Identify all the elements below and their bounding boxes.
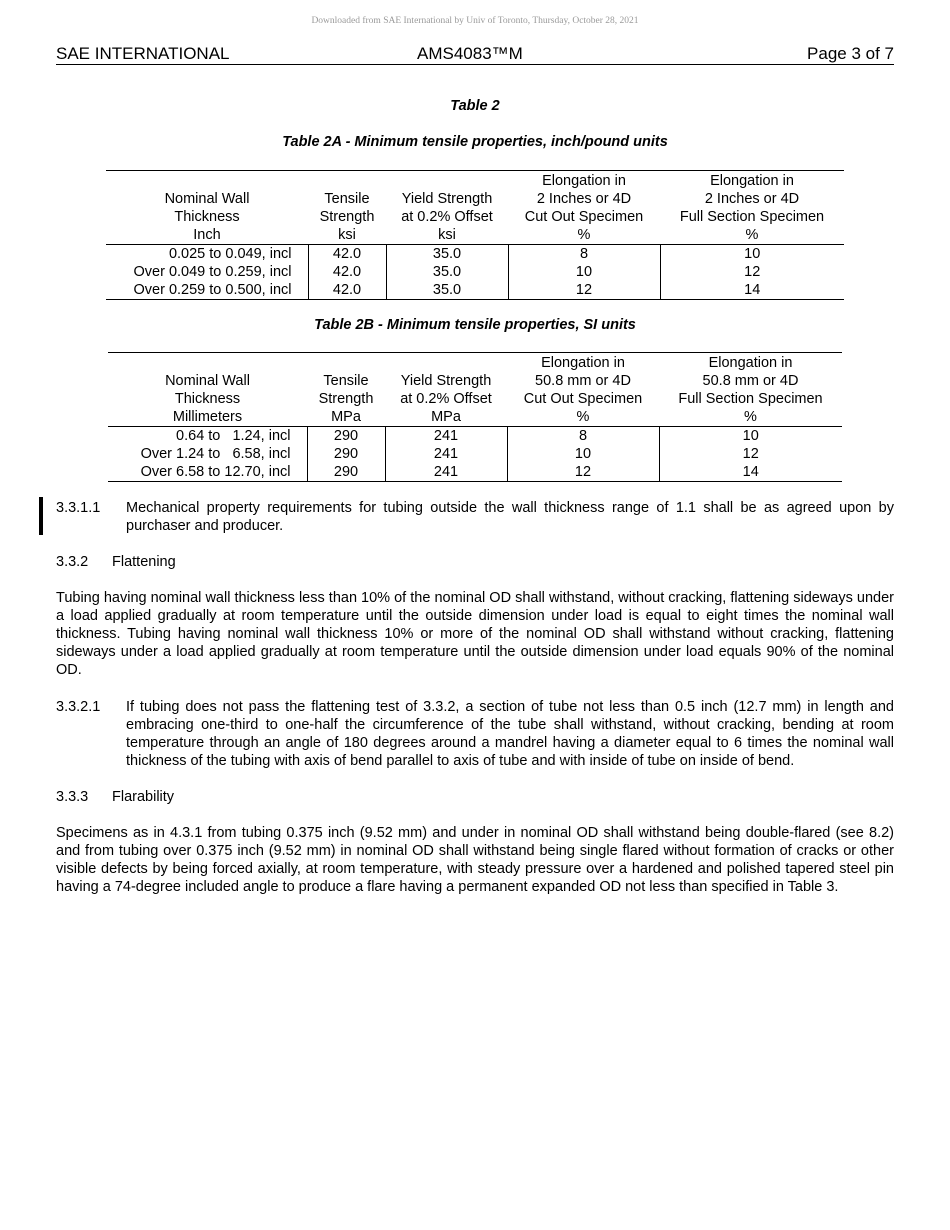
table-cell: 8 bbox=[508, 245, 660, 264]
header-cell: 2 Inches or 4D bbox=[704, 191, 800, 207]
section-3-3-2-1 bbox=[56, 698, 894, 770]
table-cell: Over 1.24 to 6.58, incl bbox=[108, 445, 307, 463]
table-header-row bbox=[108, 372, 842, 390]
header-cell: Tensile bbox=[323, 373, 369, 389]
table-cell: 12 bbox=[744, 264, 761, 280]
table-cell: 42.0 bbox=[308, 281, 386, 300]
section-number: 3.3.1.1 bbox=[56, 500, 101, 516]
table-header-row bbox=[108, 408, 842, 427]
page-header bbox=[56, 44, 894, 65]
table-cell: 35.0 bbox=[386, 263, 508, 281]
header-cell: Elongation in bbox=[508, 171, 660, 191]
table-cell: 241 bbox=[385, 427, 507, 446]
header-cell: Yield Strength bbox=[401, 191, 493, 207]
header-cell: % bbox=[507, 408, 659, 427]
table-cell: 8 bbox=[507, 427, 659, 446]
table-cell: 10 bbox=[507, 445, 659, 463]
header-cell: Nominal Wall bbox=[165, 373, 250, 389]
section-3-3-1-1 bbox=[56, 499, 894, 535]
header-cell: ksi bbox=[308, 226, 386, 245]
table-cell: 10 bbox=[744, 246, 761, 262]
table-2a-title: Table 2A - Minimum tensile properties, inch/pound units bbox=[282, 134, 668, 150]
table-cell: Over 0.259 to 0.500, incl bbox=[106, 281, 308, 300]
table-header-row bbox=[108, 353, 842, 373]
section-3-3-2-heading bbox=[56, 553, 176, 571]
header-cell bbox=[307, 353, 385, 373]
table-header-row bbox=[106, 226, 844, 245]
table-cell: 0.025 to 0.049, incl bbox=[106, 245, 308, 264]
header-cell: 50.8 mm or 4D bbox=[535, 373, 631, 389]
table-cell: 42.0 bbox=[308, 245, 386, 264]
table-cell: 10 bbox=[508, 263, 660, 281]
table-cell: 12 bbox=[742, 446, 759, 462]
table-header-row bbox=[106, 190, 844, 208]
header-cell: Elongation in bbox=[659, 353, 842, 373]
table-cell: 12 bbox=[508, 281, 660, 300]
header-cell bbox=[308, 171, 386, 191]
table-header-row bbox=[108, 390, 842, 408]
table-cell: 35.0 bbox=[386, 245, 508, 264]
header-cell: Yield Strength bbox=[400, 373, 492, 389]
header-cell: Tensile bbox=[324, 191, 370, 207]
table-cell: 290 bbox=[307, 427, 385, 446]
table-cell: 14 bbox=[659, 463, 842, 482]
table-header-row bbox=[106, 208, 844, 226]
header-cell: Elongation in bbox=[507, 353, 659, 373]
section-number: 3.3.2 bbox=[56, 554, 89, 570]
table-cell: 290 bbox=[307, 445, 385, 463]
header-org: SAE INTERNATIONAL bbox=[56, 44, 230, 63]
section-number: 3.3.3 bbox=[56, 789, 89, 805]
header-cell: % bbox=[660, 226, 844, 245]
section-text: Mechanical property requirements for tubing outside the wall thickness range of 1.1 shall be as agreed upon by purchaser and producer. bbox=[126, 500, 894, 534]
header-cell: % bbox=[508, 226, 660, 245]
download-watermark: Downloaded from SAE International by Univ of Toronto, Thursday, October 28, 2021 bbox=[311, 16, 639, 26]
table-2a bbox=[106, 170, 844, 300]
header-cell: MPa bbox=[307, 408, 385, 427]
flattening-paragraph: Tubing having nominal wall thickness less than 10% of the nominal OD shall withstand, without cracking, flattening sideways under a load applied gradually at room temperature until the outside dimension under load is equal to eight times the nominal wall thickness. Tubing having nominal wall thickness 10% or more of the nominal OD shall withstand without cracking, flattening sideways under a load applied gradually at room temperature until the outside dimension under load equals 90% of the nominal OD. bbox=[56, 590, 894, 678]
section-3-3-3-heading bbox=[56, 788, 174, 806]
table-cell: Over 0.049 to 0.259, incl bbox=[106, 263, 308, 281]
table-2b bbox=[108, 352, 842, 482]
section-text: If tubing does not pass the flattening test of 3.3.2, a section of tube not less than 0.5 inch (12.7 mm) in length and embracing one-third to one-half the circumference of the tube shall withstand, without cracking, bending at room temperature through an angle of 180 degrees around a mandrel having a diameter equal to 6 times the nominal wall thickness of the tubing with axis of bend parallel to axis of tube and with inside of tube on inside of bend. bbox=[126, 699, 894, 769]
header-cell: Full Section Specimen bbox=[679, 209, 825, 225]
header-cell: Inch bbox=[106, 226, 308, 245]
table-row bbox=[106, 263, 844, 281]
header-cell: % bbox=[659, 408, 842, 427]
header-cell: at 0.2% Offset bbox=[400, 391, 492, 407]
header-cell: Millimeters bbox=[108, 408, 307, 427]
revision-change-bar bbox=[39, 497, 43, 535]
header-cell bbox=[108, 353, 307, 373]
header-doc-number: AMS4083™M bbox=[417, 44, 523, 63]
header-cell bbox=[106, 171, 308, 191]
table-cell: 14 bbox=[660, 281, 844, 300]
table-cell: 241 bbox=[385, 463, 507, 482]
table-2b-title: Table 2B - Minimum tensile properties, SI units bbox=[314, 317, 636, 333]
header-cell: Full Section Specimen bbox=[678, 391, 823, 407]
table-row bbox=[108, 427, 842, 446]
table-main-title: Table 2 bbox=[450, 98, 500, 114]
header-page-number: Page 3 of 7 bbox=[807, 44, 894, 63]
header-cell: Strength bbox=[319, 209, 375, 225]
table-cell: 35.0 bbox=[386, 281, 508, 300]
flarability-paragraph: Specimens as in 4.3.1 from tubing 0.375 inch (9.52 mm) and under in nominal OD shall withstand being double-flared (see 8.2) and from tubing over 0.375 inch (9.52 mm) in nominal OD shall withstand being single flared without formation of cracks or other visible defects by being forced axially, at room temperature, with steady pressure over a hardened and polished tapered steel pin having a 74-degree included angle to produce a flare having a permanent expanded OD not less than specified in Table 3. bbox=[56, 825, 894, 895]
header-cell: ksi bbox=[386, 226, 508, 245]
header-cell: Thickness bbox=[174, 391, 241, 407]
table-cell: 10 bbox=[742, 428, 759, 444]
table-row bbox=[108, 463, 842, 482]
table-cell: 42.0 bbox=[308, 263, 386, 281]
table-row bbox=[106, 281, 844, 300]
header-cell: Thickness bbox=[174, 209, 240, 225]
header-cell bbox=[385, 353, 507, 373]
section-number: 3.3.2.1 bbox=[56, 699, 101, 715]
header-cell: at 0.2% Offset bbox=[401, 209, 493, 225]
section-title: Flattening bbox=[112, 554, 176, 570]
table-cell: 290 bbox=[307, 463, 385, 482]
header-cell: 50.8 mm or 4D bbox=[702, 373, 799, 389]
table-cell: Over 6.58 to 12.70, incl bbox=[108, 463, 307, 482]
header-cell: Cut Out Specimen bbox=[524, 209, 644, 225]
section-title: Flarability bbox=[112, 789, 175, 805]
table-row bbox=[106, 245, 844, 264]
header-cell: MPa bbox=[385, 408, 507, 427]
header-cell: Elongation in bbox=[660, 171, 844, 191]
table-cell: 241 bbox=[385, 445, 507, 463]
table-row bbox=[108, 445, 842, 463]
header-cell: 2 Inches or 4D bbox=[536, 191, 632, 207]
header-cell: Strength bbox=[318, 391, 374, 407]
table-cell: 12 bbox=[507, 463, 659, 482]
table-header-row bbox=[106, 171, 844, 191]
header-cell: Cut Out Specimen bbox=[523, 391, 643, 407]
header-cell: Nominal Wall bbox=[164, 191, 250, 207]
header-cell bbox=[386, 171, 508, 191]
table-cell: 0.64 to 1.24, incl bbox=[108, 427, 307, 446]
